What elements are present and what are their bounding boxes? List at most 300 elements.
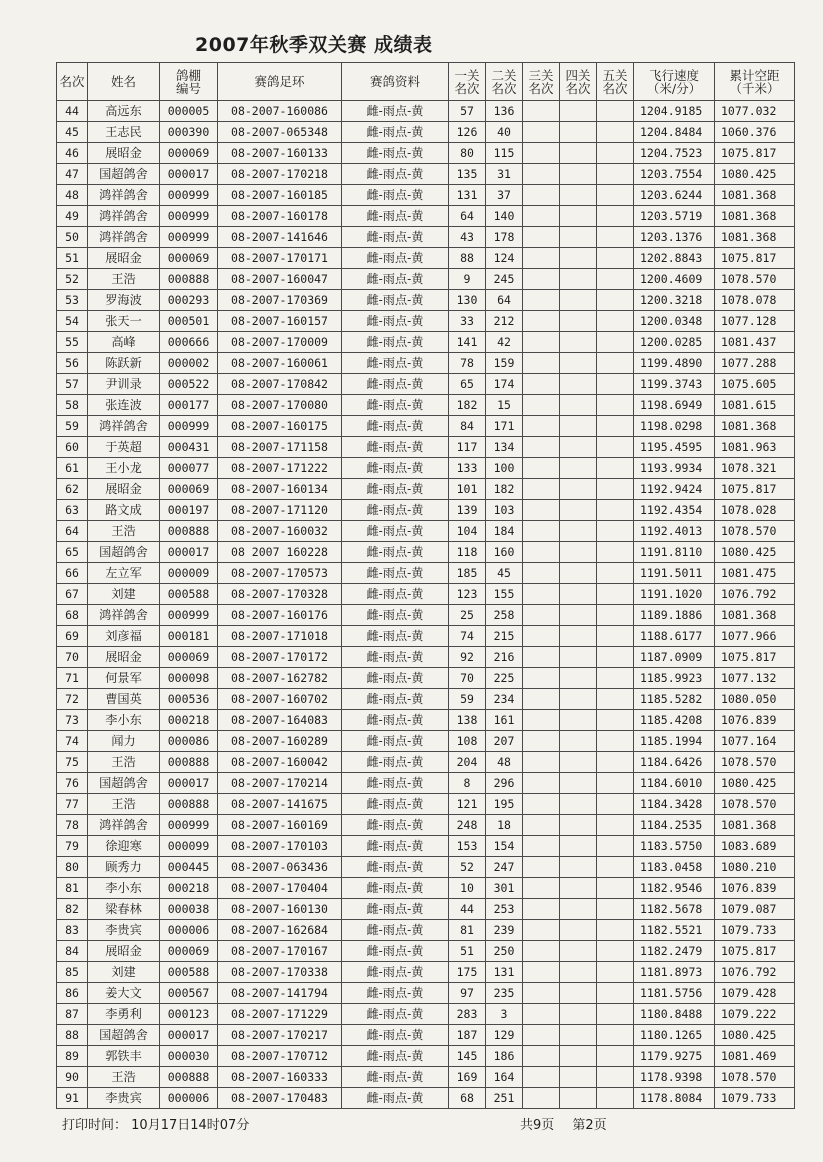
cell-round2-rank: 131 <box>486 962 523 983</box>
current-page: 第2页 <box>572 1118 607 1133</box>
cell-round3-rank <box>523 983 560 1004</box>
cell-ring-number: 08-2007-170009 <box>218 332 342 353</box>
cell-round4-rank <box>560 479 597 500</box>
cell-flight-speed: 1187.0909 <box>634 647 715 668</box>
cell-ring-number: 08-2007-160169 <box>218 815 342 836</box>
cell-round4-rank <box>560 1004 597 1025</box>
table-row <box>57 605 795 626</box>
cell-flight-speed: 1198.6949 <box>634 395 715 416</box>
cell-round4-rank <box>560 248 597 269</box>
cell-round3-rank <box>523 227 560 248</box>
cell-flight-speed: 1200.4609 <box>634 269 715 290</box>
cell-round5-rank <box>597 752 634 773</box>
cell-ring-number: 08-2007-160061 <box>218 353 342 374</box>
cell-round4-rank <box>560 269 597 290</box>
cell-rank: 65 <box>57 542 88 563</box>
cell-ring-number: 08-2007-160086 <box>218 101 342 122</box>
cell-loft-id: 000588 <box>160 962 218 983</box>
cell-ring-number: 08-2007-160032 <box>218 521 342 542</box>
cell-loft-id: 000567 <box>160 983 218 1004</box>
cell-flight-speed: 1185.5282 <box>634 689 715 710</box>
cell-round1-rank: 141 <box>449 332 486 353</box>
cell-name: 李贵宾 <box>88 1088 160 1109</box>
cell-round1-rank: 8 <box>449 773 486 794</box>
cell-round1-rank: 43 <box>449 227 486 248</box>
cell-name: 展昭金 <box>88 479 160 500</box>
table-row <box>57 353 795 374</box>
results-table <box>56 62 795 1109</box>
cell-name: 展昭金 <box>88 647 160 668</box>
cell-ring-number: 08-2007-170080 <box>218 395 342 416</box>
table-row <box>57 143 795 164</box>
cell-name: 闻力 <box>88 731 160 752</box>
cell-round4-rank <box>560 794 597 815</box>
cell-name: 王浩 <box>88 1067 160 1088</box>
cell-ring-number: 08-2007-162782 <box>218 668 342 689</box>
cell-round4-rank <box>560 101 597 122</box>
cell-round4-rank <box>560 710 597 731</box>
column-header-name: 姓名 <box>88 63 160 101</box>
cell-name: 刘建 <box>88 962 160 983</box>
cell-round1-rank: 74 <box>449 626 486 647</box>
table-row <box>57 773 795 794</box>
cell-cumulative-distance: 1081.368 <box>715 185 795 206</box>
cell-ring-number: 08-2007-170712 <box>218 1046 342 1067</box>
cell-cumulative-distance: 1080.050 <box>715 689 795 710</box>
cell-rank: 85 <box>57 962 88 983</box>
cell-ring-number: 08-2007-141675 <box>218 794 342 815</box>
cell-loft-id: 000999 <box>160 605 218 626</box>
table-header <box>57 63 795 101</box>
cell-round3-rank <box>523 794 560 815</box>
cell-loft-id: 000030 <box>160 1046 218 1067</box>
cell-round5-rank <box>597 878 634 899</box>
cell-flight-speed: 1203.7554 <box>634 164 715 185</box>
cell-loft-id: 000197 <box>160 500 218 521</box>
cell-round3-rank <box>523 857 560 878</box>
cell-flight-speed: 1200.0285 <box>634 332 715 353</box>
cell-flight-speed: 1185.4208 <box>634 710 715 731</box>
cell-pigeon-info: 雌-雨点-黄 <box>342 1046 449 1067</box>
cell-ring-number: 08-2007-160178 <box>218 206 342 227</box>
cell-name: 鸿祥鸽舍 <box>88 605 160 626</box>
cell-name: 张连波 <box>88 395 160 416</box>
cell-round4-rank <box>560 437 597 458</box>
table-row <box>57 206 795 227</box>
cell-round2-rank: 164 <box>486 1067 523 1088</box>
cell-rank: 70 <box>57 647 88 668</box>
cell-pigeon-info: 雌-雨点-黄 <box>342 563 449 584</box>
cell-ring-number: 08-2007-170404 <box>218 878 342 899</box>
cell-round3-rank <box>523 521 560 542</box>
cell-loft-id: 000666 <box>160 332 218 353</box>
cell-pigeon-info: 雌-雨点-黄 <box>342 269 449 290</box>
cell-rank: 63 <box>57 500 88 521</box>
cell-round5-rank <box>597 731 634 752</box>
cell-round2-rank: 207 <box>486 731 523 752</box>
cell-name: 曹国英 <box>88 689 160 710</box>
cell-pigeon-info: 雌-雨点-黄 <box>342 479 449 500</box>
table-row <box>57 668 795 689</box>
cell-flight-speed: 1184.2535 <box>634 815 715 836</box>
cell-round5-rank <box>597 1067 634 1088</box>
cell-cumulative-distance: 1081.368 <box>715 206 795 227</box>
cell-round1-rank: 135 <box>449 164 486 185</box>
cell-pigeon-info: 雌-雨点-黄 <box>342 353 449 374</box>
cell-round4-rank <box>560 626 597 647</box>
cell-round3-rank <box>523 479 560 500</box>
table-row <box>57 248 795 269</box>
cell-ring-number: 08-2007-160175 <box>218 416 342 437</box>
cell-round1-rank: 57 <box>449 101 486 122</box>
cell-round5-rank <box>597 479 634 500</box>
cell-cumulative-distance: 1078.570 <box>715 1067 795 1088</box>
cell-round2-rank: 31 <box>486 164 523 185</box>
cell-round2-rank: 253 <box>486 899 523 920</box>
cell-pigeon-info: 雌-雨点-黄 <box>342 1067 449 1088</box>
cell-cumulative-distance: 1080.210 <box>715 857 795 878</box>
cell-loft-id: 000077 <box>160 458 218 479</box>
cell-loft-id: 000017 <box>160 542 218 563</box>
cell-pigeon-info: 雌-雨点-黄 <box>342 752 449 773</box>
cell-round1-rank: 104 <box>449 521 486 542</box>
cell-flight-speed: 1192.4013 <box>634 521 715 542</box>
cell-loft-id: 000002 <box>160 353 218 374</box>
cell-round1-rank: 123 <box>449 584 486 605</box>
cell-rank: 44 <box>57 101 88 122</box>
cell-pigeon-info: 雌-雨点-黄 <box>342 794 449 815</box>
cell-round3-rank <box>523 647 560 668</box>
cell-flight-speed: 1198.0298 <box>634 416 715 437</box>
cell-ring-number: 08-2007-160130 <box>218 899 342 920</box>
cell-round2-rank: 245 <box>486 269 523 290</box>
cell-round4-rank <box>560 689 597 710</box>
cell-round4-rank <box>560 1067 597 1088</box>
cell-ring-number: 08-2007-170172 <box>218 647 342 668</box>
table-row <box>57 794 795 815</box>
cell-round4-rank <box>560 185 597 206</box>
cell-flight-speed: 1193.9934 <box>634 458 715 479</box>
column-header-round2-rank: 二关 名次 <box>486 63 523 101</box>
cell-cumulative-distance: 1079.733 <box>715 920 795 941</box>
cell-cumulative-distance: 1077.132 <box>715 668 795 689</box>
cell-loft-id: 000017 <box>160 1025 218 1046</box>
cell-ring-number: 08-2007-160042 <box>218 752 342 773</box>
cell-name: 王浩 <box>88 521 160 542</box>
cell-round2-rank: 234 <box>486 689 523 710</box>
cell-round3-rank <box>523 500 560 521</box>
cell-round1-rank: 78 <box>449 353 486 374</box>
cell-cumulative-distance: 1083.689 <box>715 836 795 857</box>
table-row <box>57 626 795 647</box>
cell-loft-id: 000888 <box>160 794 218 815</box>
cell-round5-rank <box>597 521 634 542</box>
cell-name: 李小东 <box>88 878 160 899</box>
cell-round1-rank: 52 <box>449 857 486 878</box>
cell-cumulative-distance: 1080.425 <box>715 542 795 563</box>
cell-name: 尹训录 <box>88 374 160 395</box>
cell-round4-rank <box>560 164 597 185</box>
cell-round5-rank <box>597 458 634 479</box>
cell-cumulative-distance: 1075.605 <box>715 374 795 395</box>
cell-flight-speed: 1203.1376 <box>634 227 715 248</box>
cell-round3-rank <box>523 395 560 416</box>
table-row <box>57 710 795 731</box>
cell-ring-number: 08-2007-164083 <box>218 710 342 731</box>
cell-round3-rank <box>523 248 560 269</box>
cell-name: 国超鸽舍 <box>88 164 160 185</box>
table-row <box>57 521 795 542</box>
cell-round5-rank <box>597 836 634 857</box>
cell-round2-rank: 140 <box>486 206 523 227</box>
cell-round5-rank <box>597 542 634 563</box>
cell-round2-rank: 124 <box>486 248 523 269</box>
cell-pigeon-info: 雌-雨点-黄 <box>342 374 449 395</box>
cell-pigeon-info: 雌-雨点-黄 <box>342 731 449 752</box>
cell-round1-rank: 131 <box>449 185 486 206</box>
cell-cumulative-distance: 1075.817 <box>715 248 795 269</box>
cell-round1-rank: 248 <box>449 815 486 836</box>
cell-round5-rank <box>597 269 634 290</box>
cell-round2-rank: 186 <box>486 1046 523 1067</box>
cell-rank: 73 <box>57 710 88 731</box>
cell-round1-rank: 80 <box>449 143 486 164</box>
cell-rank: 53 <box>57 290 88 311</box>
cell-ring-number: 08-2007-160157 <box>218 311 342 332</box>
cell-rank: 48 <box>57 185 88 206</box>
cell-cumulative-distance: 1075.817 <box>715 647 795 668</box>
cell-round5-rank <box>597 101 634 122</box>
cell-rank: 90 <box>57 1067 88 1088</box>
cell-flight-speed: 1204.8484 <box>634 122 715 143</box>
cell-round2-rank: 103 <box>486 500 523 521</box>
cell-pigeon-info: 雌-雨点-黄 <box>342 899 449 920</box>
cell-round1-rank: 121 <box>449 794 486 815</box>
cell-round5-rank <box>597 962 634 983</box>
table-row <box>57 1004 795 1025</box>
cell-pigeon-info: 雌-雨点-黄 <box>342 962 449 983</box>
cell-round4-rank <box>560 227 597 248</box>
cell-round1-rank: 68 <box>449 1088 486 1109</box>
cell-round3-rank <box>523 605 560 626</box>
cell-rank: 66 <box>57 563 88 584</box>
cell-round2-rank: 115 <box>486 143 523 164</box>
table-body <box>57 101 795 1109</box>
cell-round5-rank <box>597 290 634 311</box>
cell-round2-rank: 235 <box>486 983 523 1004</box>
cell-rank: 45 <box>57 122 88 143</box>
cell-flight-speed: 1182.2479 <box>634 941 715 962</box>
cell-cumulative-distance: 1077.128 <box>715 311 795 332</box>
cell-rank: 91 <box>57 1088 88 1109</box>
cell-round2-rank: 161 <box>486 710 523 731</box>
cell-loft-id: 000445 <box>160 857 218 878</box>
cell-name: 左立军 <box>88 563 160 584</box>
table-row <box>57 164 795 185</box>
column-header-flight-speed: 飞行速度 （米/分） <box>634 63 715 101</box>
cell-flight-speed: 1192.4354 <box>634 500 715 521</box>
cell-name: 李贵宾 <box>88 920 160 941</box>
cell-round3-rank <box>523 563 560 584</box>
cell-round5-rank <box>597 500 634 521</box>
cell-round1-rank: 283 <box>449 1004 486 1025</box>
cell-ring-number: 08-2007-170218 <box>218 164 342 185</box>
cell-round5-rank <box>597 227 634 248</box>
table-row <box>57 584 795 605</box>
cell-loft-id: 000069 <box>160 941 218 962</box>
cell-round3-rank <box>523 1046 560 1067</box>
cell-round4-rank <box>560 941 597 962</box>
cell-flight-speed: 1178.9398 <box>634 1067 715 1088</box>
cell-pigeon-info: 雌-雨点-黄 <box>342 941 449 962</box>
cell-round3-rank <box>523 815 560 836</box>
cell-round1-rank: 51 <box>449 941 486 962</box>
cell-cumulative-distance: 1079.222 <box>715 1004 795 1025</box>
cell-pigeon-info: 雌-雨点-黄 <box>342 584 449 605</box>
cell-round1-rank: 169 <box>449 1067 486 1088</box>
cell-round4-rank <box>560 962 597 983</box>
cell-round3-rank <box>523 1067 560 1088</box>
cell-round5-rank <box>597 395 634 416</box>
cell-name: 于英超 <box>88 437 160 458</box>
cell-name: 展昭金 <box>88 941 160 962</box>
cell-flight-speed: 1204.7523 <box>634 143 715 164</box>
cell-round4-rank <box>560 500 597 521</box>
cell-round1-rank: 97 <box>449 983 486 1004</box>
cell-round1-rank: 130 <box>449 290 486 311</box>
cell-round3-rank <box>523 626 560 647</box>
cell-loft-id: 000098 <box>160 668 218 689</box>
cell-cumulative-distance: 1075.817 <box>715 941 795 962</box>
table-row <box>57 1046 795 1067</box>
cell-ring-number: 08-2007-170103 <box>218 836 342 857</box>
cell-flight-speed: 1200.0348 <box>634 311 715 332</box>
cell-round3-rank <box>523 164 560 185</box>
table-row <box>57 941 795 962</box>
cell-ring-number: 08-2007-170338 <box>218 962 342 983</box>
cell-cumulative-distance: 1077.164 <box>715 731 795 752</box>
cell-ring-number: 08-2007-160289 <box>218 731 342 752</box>
cell-name: 王小龙 <box>88 458 160 479</box>
cell-pigeon-info: 雌-雨点-黄 <box>342 815 449 836</box>
cell-ring-number: 08-2007-170573 <box>218 563 342 584</box>
cell-rank: 81 <box>57 878 88 899</box>
column-header-cumulative-distance: 累计空距 （千米） <box>715 63 795 101</box>
cell-round3-rank <box>523 1088 560 1109</box>
cell-loft-id: 000293 <box>160 290 218 311</box>
cell-ring-number: 08-2007-170167 <box>218 941 342 962</box>
cell-round4-rank <box>560 542 597 563</box>
cell-rank: 80 <box>57 857 88 878</box>
column-header-pigeon-info: 赛鸽资料 <box>342 63 449 101</box>
cell-round5-rank <box>597 143 634 164</box>
cell-pigeon-info: 雌-雨点-黄 <box>342 857 449 878</box>
cell-round3-rank <box>523 962 560 983</box>
cell-cumulative-distance: 1078.570 <box>715 794 795 815</box>
cell-flight-speed: 1181.8973 <box>634 962 715 983</box>
cell-round4-rank <box>560 668 597 689</box>
table-row <box>57 857 795 878</box>
cell-round4-rank <box>560 899 597 920</box>
cell-round3-rank <box>523 920 560 941</box>
cell-round5-rank <box>597 794 634 815</box>
cell-flight-speed: 1199.3743 <box>634 374 715 395</box>
table-row <box>57 1067 795 1088</box>
cell-pigeon-info: 雌-雨点-黄 <box>342 206 449 227</box>
cell-rank: 52 <box>57 269 88 290</box>
cell-round1-rank: 70 <box>449 668 486 689</box>
cell-round4-rank <box>560 458 597 479</box>
cell-round1-rank: 175 <box>449 962 486 983</box>
cell-cumulative-distance: 1078.028 <box>715 500 795 521</box>
cell-name: 路文成 <box>88 500 160 521</box>
cell-cumulative-distance: 1081.368 <box>715 605 795 626</box>
column-header-round1-rank: 一关 名次 <box>449 63 486 101</box>
cell-round4-rank <box>560 332 597 353</box>
cell-round2-rank: 64 <box>486 290 523 311</box>
cell-pigeon-info: 雌-雨点-黄 <box>342 185 449 206</box>
cell-round3-rank <box>523 458 560 479</box>
cell-round4-rank <box>560 1025 597 1046</box>
cell-ring-number: 08-2007-170171 <box>218 248 342 269</box>
table-row <box>57 122 795 143</box>
cell-name: 鸿祥鸽舍 <box>88 416 160 437</box>
cell-round2-rank: 37 <box>486 185 523 206</box>
cell-ring-number: 08 2007 160228 <box>218 542 342 563</box>
cell-name: 国超鸽舍 <box>88 542 160 563</box>
cell-rank: 55 <box>57 332 88 353</box>
cell-pigeon-info: 雌-雨点-黄 <box>342 101 449 122</box>
cell-flight-speed: 1180.8488 <box>634 1004 715 1025</box>
table-row <box>57 290 795 311</box>
cell-round3-rank <box>523 542 560 563</box>
cell-pigeon-info: 雌-雨点-黄 <box>342 1088 449 1109</box>
table-row <box>57 983 795 1004</box>
cell-pigeon-info: 雌-雨点-黄 <box>342 458 449 479</box>
cell-round5-rank <box>597 248 634 269</box>
cell-name: 姜大文 <box>88 983 160 1004</box>
cell-round4-rank <box>560 605 597 626</box>
cell-round5-rank <box>597 710 634 731</box>
cell-rank: 61 <box>57 458 88 479</box>
cell-flight-speed: 1188.6177 <box>634 626 715 647</box>
cell-round3-rank <box>523 269 560 290</box>
cell-round4-rank <box>560 416 597 437</box>
cell-pigeon-info: 雌-雨点-黄 <box>342 647 449 668</box>
cell-rank: 79 <box>57 836 88 857</box>
cell-name: 徐迎寒 <box>88 836 160 857</box>
cell-round4-rank <box>560 857 597 878</box>
cell-rank: 89 <box>57 1046 88 1067</box>
cell-round4-rank <box>560 563 597 584</box>
cell-ring-number: 08-2007-160176 <box>218 605 342 626</box>
cell-ring-number: 08-2007-141646 <box>218 227 342 248</box>
cell-round2-rank: 100 <box>486 458 523 479</box>
cell-loft-id: 000218 <box>160 878 218 899</box>
cell-name: 张天一 <box>88 311 160 332</box>
cell-round1-rank: 138 <box>449 710 486 731</box>
cell-round3-rank <box>523 689 560 710</box>
cell-round4-rank <box>560 815 597 836</box>
cell-cumulative-distance: 1080.425 <box>715 164 795 185</box>
cell-loft-id: 000390 <box>160 122 218 143</box>
table-row <box>57 185 795 206</box>
cell-round3-rank <box>523 437 560 458</box>
cell-round5-rank <box>597 920 634 941</box>
column-header-round3-rank: 三关 名次 <box>523 63 560 101</box>
cell-cumulative-distance: 1079.733 <box>715 1088 795 1109</box>
table-row <box>57 332 795 353</box>
